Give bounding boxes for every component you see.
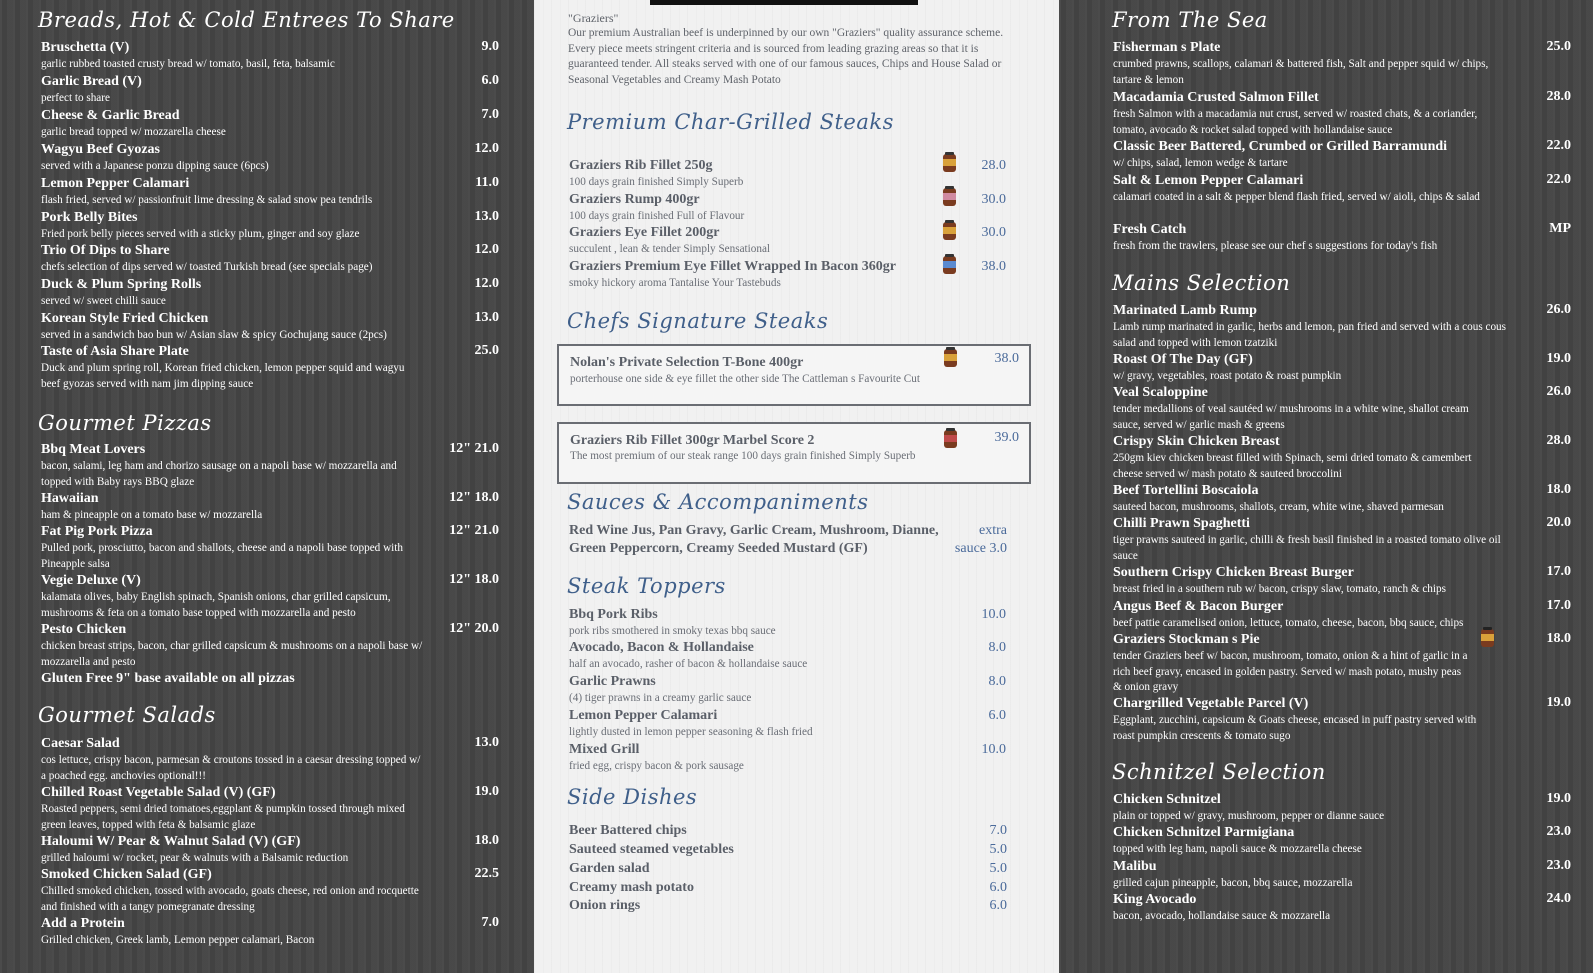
item-name: Marinated Lamb Rump	[1113, 303, 1257, 318]
item-desc: Chilled smoked chicken, tossed with avocado, goats cheese, red onion and rocquette and finished with a tangy pomegranate dressing	[41, 885, 419, 913]
item-desc: served w/ sweet chilli sauce	[41, 295, 166, 307]
graziers-badge-icon	[943, 347, 958, 368]
item-price: 25.0	[474, 343, 499, 358]
section-heading-sides: Side Dishes	[567, 785, 698, 809]
item-name: Fat Pig Pork Pizza	[41, 524, 153, 539]
item-price: 13.0	[474, 735, 499, 750]
item-name: Graziers Rib Fillet 300gr Marbel Score 2	[570, 433, 815, 448]
section-heading-breads: Breads, Hot & Cold Entrees To Share	[38, 8, 455, 32]
item-price: 26.0	[1546, 302, 1571, 317]
item-desc: Pulled pork, prosciutto, bacon and shallots, cheese and a napoli base topped with Pineapple salsa	[41, 542, 403, 570]
item-price: 25.0	[1546, 39, 1571, 54]
item-price: 13.0	[474, 310, 499, 325]
item-name: Garlic Bread (V)	[41, 74, 142, 89]
item-desc: fresh Salmon with a macadamia nut crust, served w/ roasted chats, & a coriander, tomato, avocado & rocket salad topped with hollandaise sauce	[1113, 108, 1478, 136]
graziers-badge-icon	[1480, 627, 1495, 648]
item-desc: 250gm kiev chicken breast filled with Spinach, semi dried tomato & camembert cheese served w/ mash potato & sauteed broccolini	[1113, 452, 1472, 480]
item-desc: Grilled chicken, Greek lamb, Lemon pepper calamari, Bacon	[41, 934, 315, 946]
item-price: 9.0	[481, 39, 499, 54]
item-price: 38.0	[994, 351, 1019, 366]
item-desc: bacon, avocado, hollandaise sauce & mozzarella	[1113, 910, 1331, 922]
item-desc: pork ribs smothered in smoky texas bbq sauce	[569, 625, 776, 637]
item-name: Pesto Chicken	[41, 622, 127, 637]
item-desc: plain or topped w/ gravy, mushroom, pepper or dianne sauce	[1113, 810, 1385, 822]
sauce-price-line1: extra	[979, 523, 1007, 538]
item-price: 23.0	[1546, 824, 1571, 839]
item-name: Beef Tortellini Boscaiola	[1113, 483, 1259, 498]
item-price: 12" 20.0	[449, 621, 499, 636]
item-desc: topped with leg ham, napoli sauce & mozzarella cheese	[1113, 843, 1362, 855]
item-name: Duck & Plum Spring Rolls	[41, 277, 202, 292]
item-price: 8.0	[988, 640, 1006, 655]
item-name: Malibu	[1113, 859, 1157, 874]
item-price: 7.0	[481, 107, 499, 122]
item-name: Bbq Pork Ribs	[569, 607, 658, 622]
item-desc: 100 days grain finished Simply Superb	[569, 176, 744, 188]
item-price: 12" 21.0	[449, 441, 499, 456]
section-heading-toppers: Steak Toppers	[567, 574, 726, 598]
item-price: 12.0	[474, 276, 499, 291]
item-price: 8.0	[988, 674, 1006, 689]
item-name: Graziers Premium Eye Fillet Wrapped In Bacon 360gr	[569, 259, 897, 274]
side-name: Creamy mash potato	[569, 880, 694, 895]
item-desc: kalamata olives, baby English spinach, Spanish onions, char grilled capsicum, mushrooms & feta on a tomato base topped with mozzarella and pesto	[41, 591, 391, 619]
item-desc: sauteed bacon, mushrooms, shallots, cream, white wine, shaved parmesan	[1113, 501, 1444, 513]
item-name: King Avocado	[1113, 892, 1197, 907]
graziers-title: "Graziers"	[568, 11, 619, 25]
item-name: Mixed Grill	[569, 742, 640, 757]
item-desc: breast fried in a southern rub w/ bacon, crispy slaw, tomato, ranch & chips	[1113, 583, 1446, 595]
item-desc: beef pattie caramelised onion, lettuce, tomato, cheese, bacon, bbq sauce, chips	[1113, 617, 1464, 629]
item-price: 20.0	[1546, 515, 1571, 530]
item-desc: bacon, salami, leg ham and chorizo sausage on a napoli base w/ mozzarella and topped with Baby rays BBQ glaze	[41, 460, 397, 488]
item-desc: perfect to share	[41, 92, 110, 104]
left-menu-column	[0, 0, 534, 973]
side-name: Beer Battered chips	[569, 823, 687, 838]
item-desc: tiger prawns sauteed in garlic, chilli & fresh basil finished in a roasted tomato olive oil sauce	[1113, 534, 1501, 562]
item-desc: Duck and plum spring roll, Korean fried chicken, lemon pepper squid and wagyu beef gyozas served with nam jim dipping sauce	[41, 362, 405, 390]
item-name: Cheese & Garlic Bread	[41, 108, 180, 123]
item-name: Southern Crispy Chicken Breast Burger	[1113, 565, 1354, 580]
item-desc: lightly dusted in lemon pepper seasoning & flash fried	[569, 726, 813, 738]
item-desc: chicken breast strips, bacon, char grilled capsicum & mushrooms on a napoli base w/ mozzarella and pesto	[41, 640, 423, 668]
item-name: Chargrilled Vegetable Parcel (V)	[1113, 696, 1309, 711]
item-desc: half an avocado, rasher of bacon & hollandaise sauce	[569, 658, 808, 670]
item-price: 26.0	[1546, 384, 1571, 399]
item-name: Graziers Rib Fillet 250g	[569, 158, 713, 173]
item-name: Fisherman s Plate	[1113, 40, 1221, 55]
item-name: Add a Protein	[41, 916, 125, 931]
item-price: 17.0	[1546, 564, 1571, 579]
item-name: Bbq Meat Lovers	[41, 442, 146, 457]
item-price: 28.0	[981, 158, 1006, 173]
item-price: 18.0	[1546, 631, 1571, 646]
item-desc: fried egg, crispy bacon & pork sausage	[569, 760, 744, 772]
item-desc: Fried pork belly pieces served with a sticky plum, ginger and soy glaze	[41, 228, 360, 240]
item-price: 28.0	[1546, 89, 1571, 104]
graziers-badge-icon	[943, 428, 958, 449]
item-name: Fresh Catch	[1113, 222, 1187, 237]
item-name: Chicken Schnitzel	[1113, 792, 1221, 807]
item-price: 18.0	[474, 833, 499, 848]
item-desc: succulent , lean & tender Simply Sensational	[569, 243, 771, 255]
graziers-badge-icon	[942, 152, 957, 173]
item-name: Chilli Prawn Spaghetti	[1113, 516, 1250, 531]
item-desc: w/ gravy, vegetables, roast potato & roast pumpkin	[1113, 370, 1342, 382]
graziers-intro: Our premium Australian beef is underpinned by our own "Graziers" quality assurance scheme. Every piece meets stringent criteria and is sourced from leading grazing areas so that it is guaranteed tender. All steaks served with one of our famous sauces, Chips and House Salad or Seasonal Vegetables and Creamy Mash Potato	[568, 27, 1004, 86]
item-desc: grilled haloumi w/ rocket, pear & walnuts with a Balsamic reduction	[41, 852, 349, 864]
sauces-list: Red Wine Jus, Pan Gravy, Garlic Cream, Mushroom, Dianne, Green Peppercorn, Creamy Seeded Mustard (GF)	[569, 523, 939, 556]
item-price: 19.0	[1546, 351, 1571, 366]
item-name: Graziers Rump 400gr	[569, 192, 700, 207]
item-price: MP	[1549, 221, 1571, 236]
item-desc: crumbed prawns, scallops, calamari & battered fish, Salt and pepper squid w/ chips, tartare & lemon	[1113, 58, 1489, 86]
item-price: 19.0	[474, 784, 499, 799]
item-desc: porterhouse one side & eye fillet the other side The Cattleman s Favourite Cut	[570, 373, 920, 385]
item-desc: w/ chips, salad, lemon wedge & tartare	[1113, 157, 1288, 169]
item-price: 22.5	[474, 866, 499, 881]
item-desc: Roasted peppers, semi dried tomatoes,eggplant & pumpkin tossed through mixed green leaves, topped with feta & balsamic glaze	[41, 803, 405, 831]
item-name: Graziers Stockman s Pie	[1113, 632, 1260, 647]
pizza-gluten-free-note: Gluten Free 9" base available on all pizzas	[41, 671, 295, 686]
item-price: 23.0	[1546, 858, 1571, 873]
item-price: 28.0	[1546, 433, 1571, 448]
item-name: Avocado, Bacon & Hollandaise	[569, 640, 754, 655]
side-price: 5.0	[989, 861, 1007, 876]
item-desc: calamari coated in a salt & pepper blend flash fried, served w/ aioli, chips & salad	[1113, 191, 1480, 203]
item-name: Roast Of The Day (GF)	[1113, 352, 1253, 367]
side-name: Onion rings	[569, 898, 641, 913]
item-price: 22.0	[1546, 172, 1571, 187]
item-price: 12" 18.0	[449, 490, 499, 505]
item-desc: (4) tiger prawns in a creamy garlic sauce	[569, 692, 752, 704]
item-desc: Eggplant, zucchini, capsicum & Goats cheese, encased in puff pastry served with roast pumpkin crescents & tomato sugo	[1113, 714, 1477, 742]
item-name: Angus Beef & Bacon Burger	[1113, 599, 1284, 614]
side-name: Sauteed steamed vegetables	[569, 842, 734, 857]
item-name: Garlic Prawns	[569, 674, 656, 689]
graziers-badge-icon	[942, 220, 957, 241]
item-price: 22.0	[1546, 138, 1571, 153]
section-heading-sauces: Sauces & Accompaniments	[567, 490, 869, 514]
item-desc: Lamb rump marinated in garlic, herbs and lemon, pan fried and served with a cous cous salad and topped with lemon tzatziki	[1113, 321, 1506, 349]
side-price: 7.0	[989, 823, 1007, 838]
item-price: 12.0	[474, 242, 499, 257]
right-menu-column	[1059, 0, 1593, 973]
item-name: Haloumi W/ Pear & Walnut Salad (V) (GF)	[41, 834, 301, 849]
section-heading-pizzas: Gourmet Pizzas	[38, 411, 212, 435]
section-heading-premium-steaks: Premium Char-Grilled Steaks	[567, 110, 894, 134]
item-name: Classic Beer Battered, Crumbed or Grilled Barramundi	[1113, 139, 1448, 154]
item-name: Korean Style Fried Chicken	[41, 311, 209, 326]
item-name: Vegie Deluxe (V)	[41, 573, 141, 588]
item-desc: chefs selection of dips served w/ toasted Turkish bread (see specials page)	[41, 261, 373, 273]
side-price: 6.0	[989, 898, 1007, 913]
side-price: 5.0	[989, 842, 1007, 857]
item-desc: The most premium of our steak range 100 days grain finished Simply Superb	[570, 450, 916, 462]
section-heading-salads: Gourmet Salads	[38, 703, 216, 727]
item-price: 11.0	[475, 175, 499, 190]
signature-steak-box	[557, 344, 1031, 406]
item-name: Lemon Pepper Calamari	[41, 176, 190, 191]
item-name: Trio Of Dips to Share	[41, 243, 170, 258]
item-name: Salt & Lemon Pepper Calamari	[1113, 173, 1304, 188]
item-desc: cos lettuce, crispy bacon, parmesan & croutons tossed in a caesar dressing topped w/ a poached egg. anchovies optional!!!	[41, 754, 421, 782]
section-heading-sea: From The Sea	[1112, 8, 1268, 32]
item-name: Lemon Pepper Calamari	[569, 708, 718, 723]
item-name: Veal Scaloppine	[1113, 385, 1208, 400]
item-price: 18.0	[1546, 482, 1571, 497]
item-price: 19.0	[1546, 791, 1571, 806]
section-heading-mains: Mains Selection	[1112, 271, 1291, 295]
item-price: 38.0	[981, 259, 1006, 274]
side-name: Garden salad	[569, 861, 650, 876]
item-name: Graziers Eye Fillet 200gr	[569, 225, 720, 240]
item-price: 17.0	[1546, 598, 1571, 613]
middle-menu-column	[534, 0, 1059, 973]
item-price: 6.0	[481, 73, 499, 88]
side-price: 6.0	[989, 880, 1007, 895]
item-name: Wagyu Beef Gyozas	[41, 142, 160, 157]
item-name: Macadamia Crusted Salmon Fillet	[1113, 90, 1319, 105]
item-price: 30.0	[981, 225, 1006, 240]
item-price: 12" 18.0	[449, 572, 499, 587]
top-divider-bar	[650, 0, 918, 5]
item-price: 24.0	[1546, 891, 1571, 906]
item-desc: served in a sandwich bao bun w/ Asian slaw & spicy Gochujang sauce (2pcs)	[41, 329, 387, 341]
item-desc: flash fried, served w/ passionfruit lime dressing & salad snow pea tendrils	[41, 194, 373, 206]
item-name: Pork Belly Bites	[41, 210, 138, 225]
sauce-price-line2: sauce 3.0	[954, 541, 1007, 556]
graziers-badge-icon	[942, 254, 957, 275]
item-name: Nolan's Private Selection T-Bone 400gr	[570, 355, 804, 370]
item-price: 13.0	[474, 209, 499, 224]
item-name: Chilled Roast Vegetable Salad (V) (GF)	[41, 785, 276, 800]
item-price: 12" 21.0	[449, 523, 499, 538]
item-desc: grilled cajun pineapple, bacon, bbq sauce, mozzarella	[1113, 877, 1353, 889]
item-name: Taste of Asia Share Plate	[41, 344, 189, 359]
item-price: 7.0	[481, 915, 499, 930]
item-name: Caesar Salad	[41, 736, 120, 751]
item-desc: tender Graziers beef w/ bacon, mushroom, tomato, onion & a hint of garlic in a rich beef gravy, encased in golden pastry. Served w/ mash potato, mushy peas & onion gravy	[1113, 650, 1468, 693]
item-price: 12.0	[474, 141, 499, 156]
item-price: 10.0	[981, 742, 1006, 757]
item-desc: garlic rubbed toasted crusty bread w/ tomato, basil, feta, balsamic	[41, 58, 335, 70]
item-desc: smoky hickory aroma Tantalise Your Tastebuds	[569, 277, 781, 289]
signature-steak-box	[557, 422, 1031, 484]
item-price: 39.0	[994, 430, 1019, 445]
item-price: 6.0	[988, 708, 1006, 723]
item-desc: 100 days grain finished Full of Flavour	[569, 210, 745, 222]
item-name: Smoked Chicken Salad (GF)	[41, 867, 212, 882]
graziers-badge-icon	[942, 186, 957, 207]
item-desc: garlic bread topped w/ mozzarella cheese	[41, 126, 226, 138]
section-heading-schnitzel: Schnitzel Selection	[1112, 760, 1326, 784]
item-price: 10.0	[981, 607, 1006, 622]
item-name: Chicken Schnitzel Parmigiana	[1113, 825, 1295, 840]
item-price: 30.0	[981, 192, 1006, 207]
item-name: Crispy Skin Chicken Breast	[1113, 434, 1280, 449]
item-desc: ham & pineapple on a tomato base w/ mozzarella	[41, 509, 263, 521]
section-heading-signature-steaks: Chefs Signature Steaks	[567, 309, 829, 333]
item-desc: tender medallions of veal sautéed w/ mushrooms in a white wine, shallot cream sauce, served w/ garlic mash & greens	[1113, 403, 1469, 431]
item-desc: fresh from the trawlers, please see our chef s suggestions for today's fish	[1113, 240, 1438, 252]
item-name: Hawaiian	[41, 491, 99, 506]
item-price: 19.0	[1546, 695, 1571, 710]
item-name: Bruschetta (V)	[41, 40, 130, 55]
item-desc: served with a Japanese ponzu dipping sauce (6pcs)	[41, 160, 269, 172]
